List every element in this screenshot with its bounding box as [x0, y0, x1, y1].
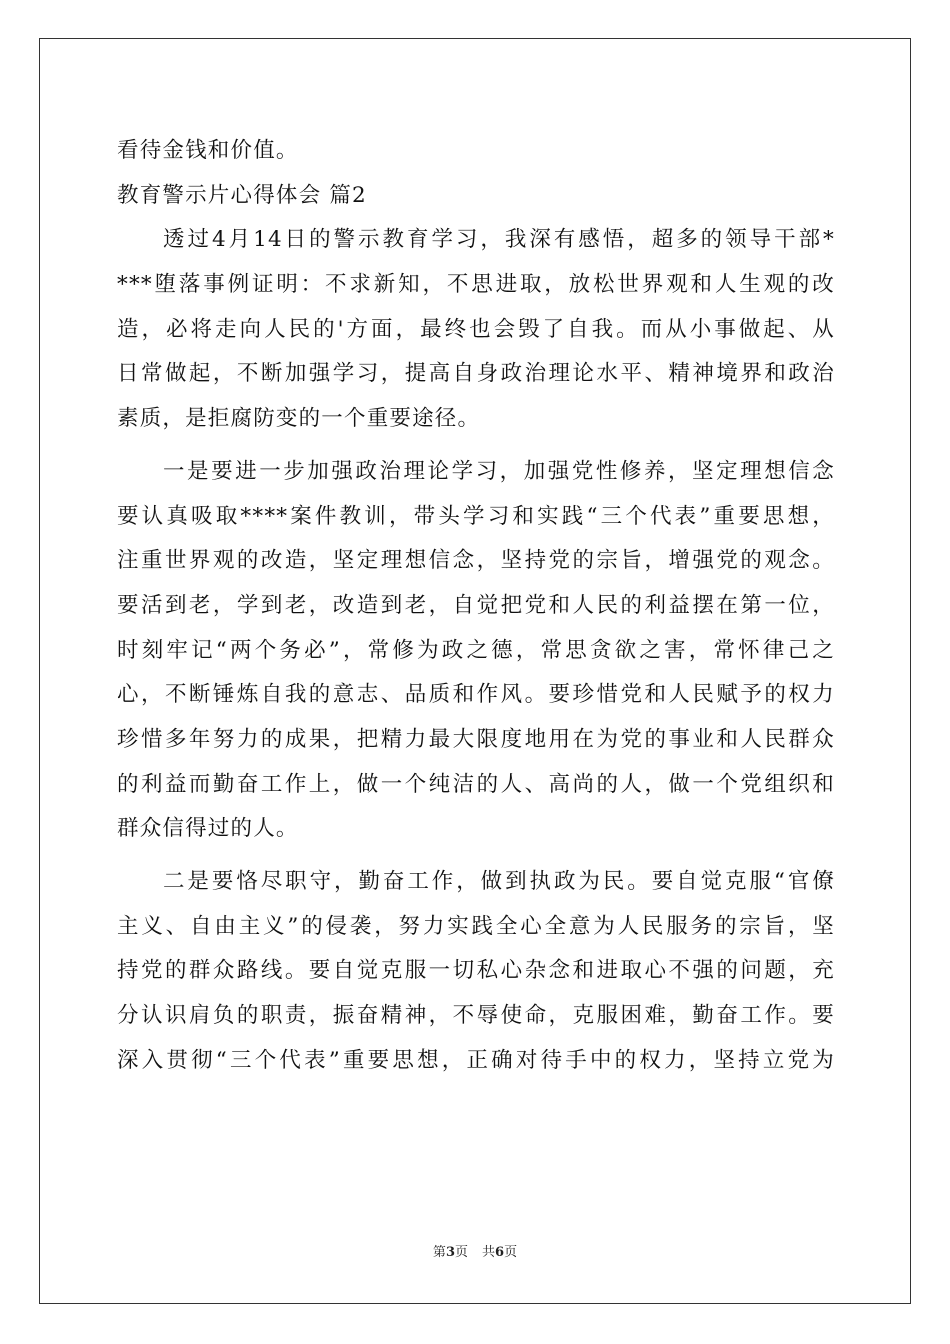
- paragraph-line: 的利益而勤奋工作上，做一个纯洁的人、高尚的人，做一个党组织和: [117, 771, 835, 797]
- document-body: [117, 129, 835, 1083]
- text-line: 看待金钱和价值。: [117, 138, 299, 163]
- paragraph-line: 群众信得过的人。: [117, 816, 299, 842]
- paragraph-line: 造，必将走向人民的'方面，最终也会毁了自我。而从小事做起、从: [117, 316, 835, 342]
- paragraph-line: 素质，是拒腐防变的一个重要途径。: [117, 406, 481, 432]
- paragraph-line: 深入贯彻“三个代表”重要思想，正确对待手中的权力，坚持立党为: [117, 1047, 835, 1073]
- paragraph-line: 二是要恪尽职守，勤奋工作，做到执政为民。要自觉克服“官僚: [163, 869, 835, 894]
- paragraph-line: 心，不断锤炼自我的意志、品质和作风。要珍惜党和人民赋予的权力: [117, 682, 835, 708]
- section-heading: 教育警示片心得体会 篇2: [117, 182, 367, 208]
- paragraph-line: 时刻牢记“两个务必”，常修为政之德，常思贪欲之害，常怀律己之: [117, 637, 835, 663]
- paragraph-line: 要活到老，学到老，改造到老，自觉把党和人民的利益摆在第一位，: [117, 592, 835, 618]
- page-suffix: 页: [454, 1245, 468, 1260]
- paragraph-line: 主义、自由主义”的侵袭，努力实践全心全意为人民服务的宗旨，坚: [117, 913, 835, 939]
- paragraph-line: 透过4月14日的警示教育学习，我深有感悟，超多的领导干部*: [163, 227, 835, 253]
- paragraph-line: 一是要进一步加强政治理论学习，加强党性修养，坚定理想信念: [163, 458, 835, 484]
- page-prefix: 第: [432, 1245, 446, 1260]
- paragraph-line: 持党的群众路线。要自觉克服一切私心杂念和进取心不强的问题，充: [117, 958, 835, 984]
- page-number: 3: [445, 1245, 455, 1260]
- total-suffix: 页: [504, 1245, 518, 1260]
- total-prefix: 共: [482, 1245, 496, 1260]
- paragraph-line: 珍惜多年努力的成果，把精力最大限度地用在为党的事业和人民群众: [117, 726, 835, 752]
- paragraph-line: 要认真吸取****案件教训，带头学习和实践“三个代表”重要思想，: [117, 503, 835, 529]
- paragraph-line: 日常做起，不断加强学习，提高自身政治理论水平、精神境界和政治: [117, 361, 835, 387]
- page-footer: [0, 1241, 950, 1260]
- paragraph-line: 注重世界观的改造，坚定理想信念，坚持党的宗旨，增强党的观念。: [117, 548, 835, 574]
- paragraph-line: 分认识肩负的职责，振奋精神，不辱使命，克服困难，勤奋工作。要: [117, 1003, 835, 1029]
- total-pages: 6: [495, 1245, 505, 1260]
- paragraph-line: ***堕落事例证明：不求新知，不思进取，放松世界观和人生观的改: [117, 272, 835, 298]
